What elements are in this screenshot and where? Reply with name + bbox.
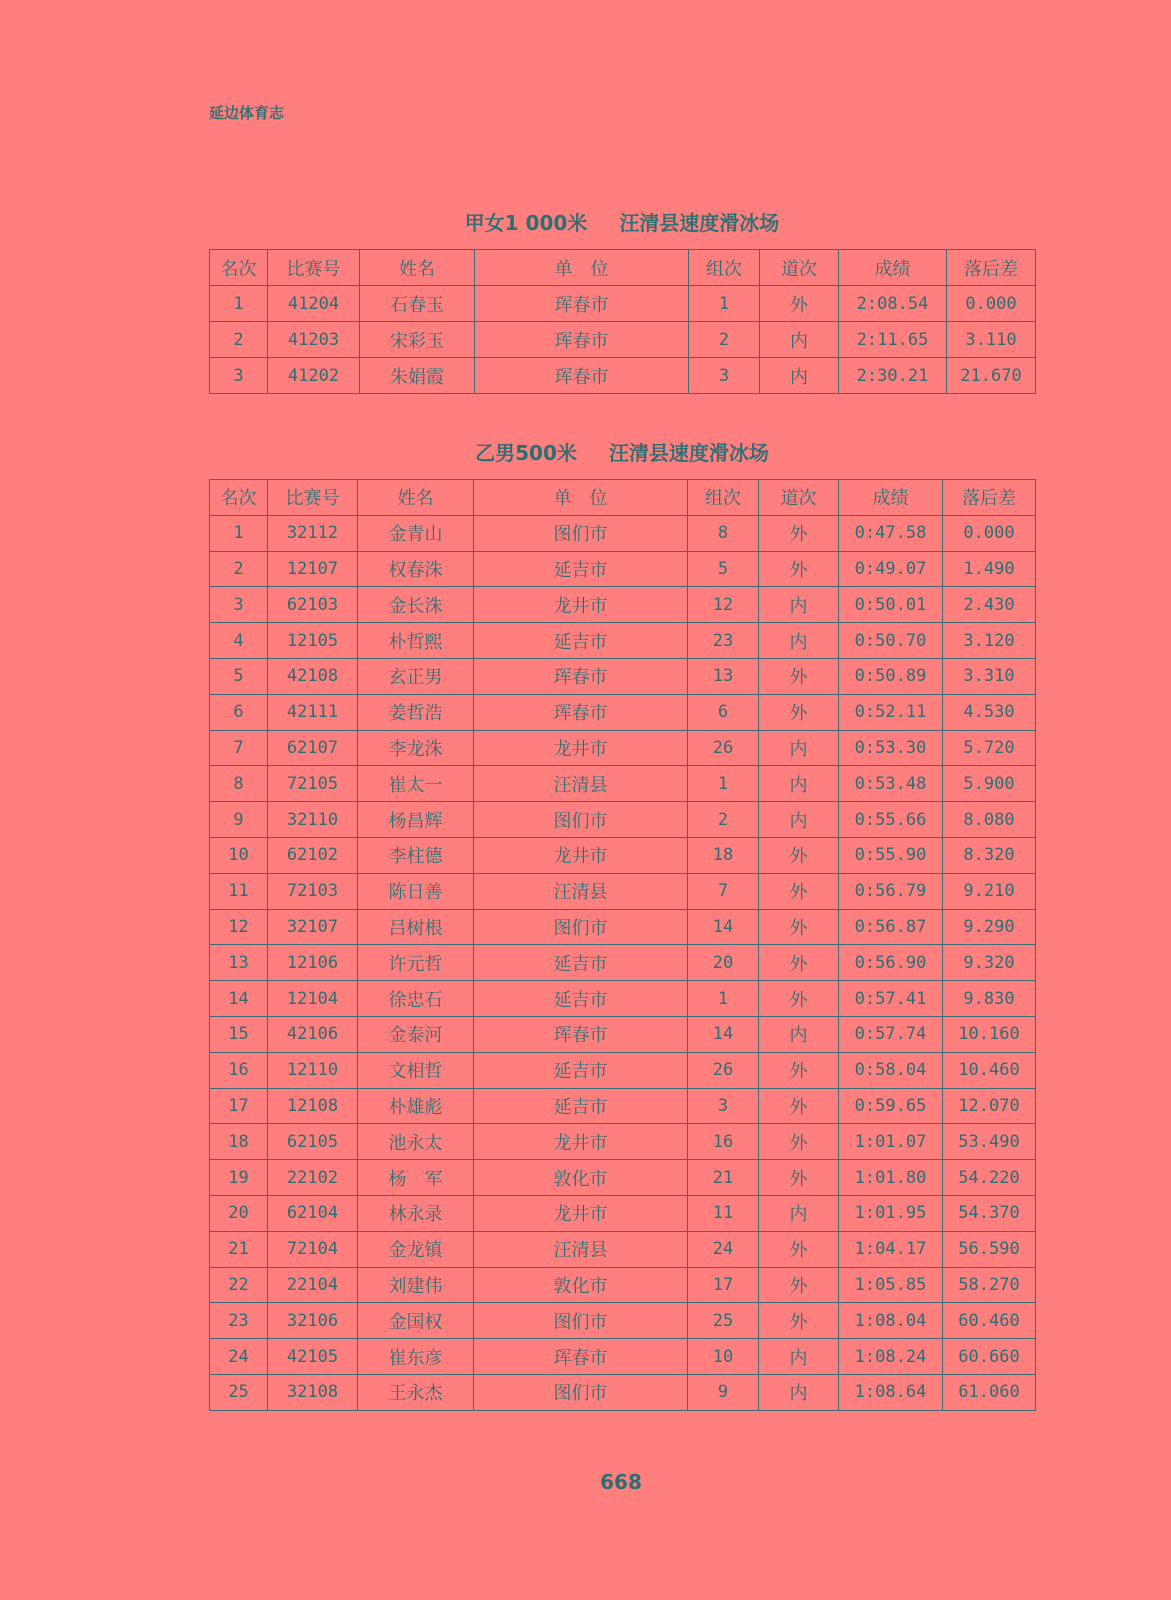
table-row	[210, 1374, 1036, 1410]
cell-time: 0:56.87	[839, 909, 943, 945]
cell-heat: 21	[688, 1160, 759, 1196]
table-row	[210, 587, 1036, 623]
cell-lane: 外	[759, 1303, 839, 1339]
cell-lane: 内	[759, 1339, 839, 1375]
cell-bib: 12107	[268, 551, 358, 587]
cell-bib: 72105	[268, 766, 358, 802]
cell-gap: 60.460	[943, 1303, 1036, 1339]
table-header-row	[210, 250, 1036, 286]
cell-heat: 1	[688, 981, 759, 1017]
cell-heat: 1	[689, 286, 760, 322]
cell-rank: 1	[210, 515, 268, 551]
cell-bib: 42106	[268, 1016, 358, 1052]
cell-heat: 1	[688, 766, 759, 802]
cell-rank: 13	[210, 945, 268, 981]
cell-unit: 汪清县	[474, 873, 688, 909]
cell-lane: 外	[759, 1160, 839, 1196]
cell-gap: 12.070	[943, 1088, 1036, 1124]
table-row	[210, 873, 1036, 909]
table-row	[210, 358, 1036, 394]
cell-rank: 5	[210, 658, 268, 694]
cell-unit: 汪清县	[474, 766, 688, 802]
cell-rank: 16	[210, 1052, 268, 1088]
table-row	[210, 1339, 1036, 1375]
table-row	[210, 1160, 1036, 1196]
cell-gap: 4.530	[943, 694, 1036, 730]
cell-rank: 15	[210, 1016, 268, 1052]
cell-name: 金长洙	[358, 587, 474, 623]
cell-lane: 外	[759, 658, 839, 694]
cell-unit: 延吉市	[474, 945, 688, 981]
cell-lane: 外	[759, 981, 839, 1017]
cell-gap: 60.660	[943, 1339, 1036, 1375]
table-row	[210, 551, 1036, 587]
cell-name: 玄正男	[358, 658, 474, 694]
cell-bib: 72104	[268, 1231, 358, 1267]
cell-unit: 龙井市	[474, 587, 688, 623]
table-row	[210, 837, 1036, 873]
running-head: 延边体育志	[209, 104, 285, 122]
cell-bib: 22104	[268, 1267, 358, 1303]
cell-name: 朱娟霞	[360, 358, 475, 394]
cell-time: 1:04.17	[839, 1231, 943, 1267]
cell-rank: 3	[210, 587, 268, 623]
table-row	[210, 623, 1036, 659]
cell-gap: 10.460	[943, 1052, 1036, 1088]
cell-name: 吕树根	[358, 909, 474, 945]
cell-gap: 0.000	[943, 515, 1036, 551]
results-table-women-1000m	[209, 249, 1036, 394]
cell-bib: 32110	[268, 802, 358, 838]
cell-gap: 5.900	[943, 766, 1036, 802]
table-row	[210, 945, 1036, 981]
cell-heat: 26	[688, 1052, 759, 1088]
cell-rank: 20	[210, 1195, 268, 1231]
column-header-gap: 落后差	[943, 480, 1036, 516]
cell-unit: 龙井市	[474, 1124, 688, 1160]
table-row	[210, 766, 1036, 802]
table-row	[210, 802, 1036, 838]
cell-heat: 2	[689, 322, 760, 358]
page-number: 668	[600, 1470, 642, 1494]
cell-gap: 3.120	[943, 623, 1036, 659]
cell-unit: 敦化市	[474, 1160, 688, 1196]
section-title-2	[209, 437, 1035, 466]
column-header-bib: 比赛号	[268, 480, 358, 516]
cell-lane: 内	[759, 730, 839, 766]
cell-unit: 龙井市	[474, 730, 688, 766]
cell-bib: 32108	[268, 1374, 358, 1410]
cell-name: 宋彩玉	[360, 322, 475, 358]
cell-bib: 62107	[268, 730, 358, 766]
cell-heat: 3	[688, 1088, 759, 1124]
cell-unit: 图们市	[474, 1374, 688, 1410]
section-title-event: 甲女1 000米	[464, 211, 588, 235]
table-row	[210, 730, 1036, 766]
cell-heat: 2	[688, 802, 759, 838]
cell-unit: 延吉市	[474, 623, 688, 659]
cell-heat: 13	[688, 658, 759, 694]
table-row	[210, 1124, 1036, 1160]
cell-rank: 17	[210, 1088, 268, 1124]
cell-time: 0:59.65	[839, 1088, 943, 1124]
cell-unit: 敦化市	[474, 1267, 688, 1303]
cell-time: 2:30.21	[839, 358, 947, 394]
cell-bib: 41202	[268, 358, 360, 394]
cell-lane: 内	[759, 1016, 839, 1052]
cell-unit: 图们市	[474, 515, 688, 551]
cell-time: 0:52.11	[839, 694, 943, 730]
cell-gap: 3.110	[947, 322, 1036, 358]
cell-rank: 12	[210, 909, 268, 945]
column-header-rank: 名次	[210, 250, 268, 286]
cell-name: 李柱德	[358, 837, 474, 873]
cell-gap: 9.320	[943, 945, 1036, 981]
cell-rank: 9	[210, 802, 268, 838]
cell-name: 朴雄彪	[358, 1088, 474, 1124]
column-header-lane: 道次	[760, 250, 839, 286]
cell-gap: 54.220	[943, 1160, 1036, 1196]
cell-bib: 42105	[268, 1339, 358, 1375]
cell-heat: 26	[688, 730, 759, 766]
cell-bib: 62103	[268, 587, 358, 623]
cell-time: 1:08.04	[839, 1303, 943, 1339]
table-row	[210, 1052, 1036, 1088]
cell-gap: 58.270	[943, 1267, 1036, 1303]
table-row	[210, 1016, 1036, 1052]
cell-name: 杨昌辉	[358, 802, 474, 838]
cell-lane: 外	[759, 1231, 839, 1267]
cell-gap: 56.590	[943, 1231, 1036, 1267]
cell-name: 崔东彦	[358, 1339, 474, 1375]
cell-name: 徐忠石	[358, 981, 474, 1017]
cell-heat: 16	[688, 1124, 759, 1160]
cell-rank: 2	[210, 322, 268, 358]
cell-name: 金青山	[358, 515, 474, 551]
column-header-gap: 落后差	[947, 250, 1036, 286]
cell-rank: 25	[210, 1374, 268, 1410]
cell-bib: 12108	[268, 1088, 358, 1124]
cell-name: 刘建伟	[358, 1267, 474, 1303]
table-row	[210, 1231, 1036, 1267]
cell-rank: 6	[210, 694, 268, 730]
cell-rank: 19	[210, 1160, 268, 1196]
cell-name: 姜哲浩	[358, 694, 474, 730]
cell-rank: 18	[210, 1124, 268, 1160]
cell-name: 许元哲	[358, 945, 474, 981]
cell-unit: 延吉市	[474, 551, 688, 587]
column-header-name: 姓名	[358, 480, 474, 516]
cell-name: 金国权	[358, 1303, 474, 1339]
cell-time: 0:57.74	[839, 1016, 943, 1052]
table-row	[210, 322, 1036, 358]
cell-bib: 62102	[268, 837, 358, 873]
cell-name: 陈日善	[358, 873, 474, 909]
cell-rank: 10	[210, 837, 268, 873]
cell-bib: 12104	[268, 981, 358, 1017]
cell-heat: 7	[688, 873, 759, 909]
cell-gap: 9.210	[943, 873, 1036, 909]
cell-unit: 珲春市	[475, 286, 689, 322]
cell-name: 朴哲熙	[358, 623, 474, 659]
cell-heat: 11	[688, 1195, 759, 1231]
cell-unit: 延吉市	[474, 1052, 688, 1088]
cell-time: 2:08.54	[839, 286, 947, 322]
cell-time: 0:56.90	[839, 945, 943, 981]
cell-bib: 62105	[268, 1124, 358, 1160]
cell-lane: 外	[759, 1267, 839, 1303]
cell-heat: 9	[688, 1374, 759, 1410]
cell-gap: 1.490	[943, 551, 1036, 587]
cell-heat: 3	[689, 358, 760, 394]
cell-unit: 延吉市	[474, 1088, 688, 1124]
cell-time: 1:08.64	[839, 1374, 943, 1410]
results-table-men-500m	[209, 479, 1036, 1411]
cell-bib: 12110	[268, 1052, 358, 1088]
cell-rank: 23	[210, 1303, 268, 1339]
cell-time: 1:01.95	[839, 1195, 943, 1231]
cell-time: 0:47.58	[839, 515, 943, 551]
cell-unit: 珲春市	[474, 694, 688, 730]
cell-heat: 8	[688, 515, 759, 551]
cell-bib: 32107	[268, 909, 358, 945]
cell-name: 李龙洙	[358, 730, 474, 766]
cell-gap: 9.830	[943, 981, 1036, 1017]
table-row	[210, 1195, 1036, 1231]
section-title-1	[209, 207, 1035, 236]
cell-lane: 外	[759, 1052, 839, 1088]
cell-rank: 7	[210, 730, 268, 766]
column-header-time: 成绩	[839, 480, 943, 516]
cell-time: 0:53.48	[839, 766, 943, 802]
table-row	[210, 909, 1036, 945]
cell-gap: 53.490	[943, 1124, 1036, 1160]
cell-gap: 8.080	[943, 802, 1036, 838]
section-title-venue: 汪清县速度滑冰场	[608, 441, 769, 465]
cell-gap: 9.290	[943, 909, 1036, 945]
cell-lane: 外	[759, 1124, 839, 1160]
cell-bib: 32112	[268, 515, 358, 551]
table-row	[210, 1267, 1036, 1303]
cell-rank: 4	[210, 623, 268, 659]
cell-bib: 22102	[268, 1160, 358, 1196]
cell-heat: 5	[688, 551, 759, 587]
section-title-venue: 汪清县速度滑冰场	[619, 211, 780, 235]
cell-rank: 8	[210, 766, 268, 802]
cell-time: 1:08.24	[839, 1339, 943, 1375]
cell-time: 0:55.90	[839, 837, 943, 873]
cell-heat: 6	[688, 694, 759, 730]
cell-unit: 珲春市	[475, 358, 689, 394]
cell-bib: 12106	[268, 945, 358, 981]
cell-lane: 内	[759, 1374, 839, 1410]
cell-unit: 珲春市	[474, 1339, 688, 1375]
cell-unit: 珲春市	[474, 1016, 688, 1052]
cell-lane: 内	[759, 766, 839, 802]
cell-time: 0:50.89	[839, 658, 943, 694]
cell-gap: 54.370	[943, 1195, 1036, 1231]
cell-lane: 外	[759, 694, 839, 730]
table-row	[210, 515, 1036, 551]
cell-gap: 2.430	[943, 587, 1036, 623]
cell-gap: 3.310	[943, 658, 1036, 694]
cell-lane: 内	[759, 1195, 839, 1231]
cell-time: 2:11.65	[839, 322, 947, 358]
cell-name: 崔太一	[358, 766, 474, 802]
cell-rank: 24	[210, 1339, 268, 1375]
cell-lane: 内	[759, 802, 839, 838]
cell-heat: 23	[688, 623, 759, 659]
cell-heat: 14	[688, 1016, 759, 1052]
column-header-unit: 单 位	[474, 480, 688, 516]
cell-bib: 12105	[268, 623, 358, 659]
cell-unit: 图们市	[474, 1303, 688, 1339]
cell-time: 0:57.41	[839, 981, 943, 1017]
cell-lane: 外	[759, 909, 839, 945]
cell-unit: 珲春市	[474, 658, 688, 694]
table-row	[210, 1303, 1036, 1339]
cell-gap: 0.000	[947, 286, 1036, 322]
cell-lane: 内	[760, 358, 839, 394]
cell-time: 0:53.30	[839, 730, 943, 766]
cell-lane: 外	[760, 286, 839, 322]
table-header-row	[210, 480, 1036, 516]
cell-time: 0:55.66	[839, 802, 943, 838]
cell-heat: 14	[688, 909, 759, 945]
cell-bib: 42108	[268, 658, 358, 694]
cell-name: 池永太	[358, 1124, 474, 1160]
cell-lane: 外	[759, 945, 839, 981]
cell-unit: 图们市	[474, 802, 688, 838]
cell-lane: 内	[759, 587, 839, 623]
table-row	[210, 658, 1036, 694]
cell-time: 0:56.79	[839, 873, 943, 909]
cell-rank: 22	[210, 1267, 268, 1303]
cell-unit: 汪清县	[474, 1231, 688, 1267]
table-row	[210, 981, 1036, 1017]
cell-unit: 图们市	[474, 909, 688, 945]
cell-name: 杨 军	[358, 1160, 474, 1196]
column-header-heat: 组次	[688, 480, 759, 516]
section-title-event: 乙男500米	[475, 441, 577, 465]
cell-heat: 10	[688, 1339, 759, 1375]
cell-rank: 21	[210, 1231, 268, 1267]
cell-time: 0:49.07	[839, 551, 943, 587]
cell-name: 石春玉	[360, 286, 475, 322]
cell-bib: 32106	[268, 1303, 358, 1339]
cell-gap: 8.320	[943, 837, 1036, 873]
table-row	[210, 286, 1036, 322]
cell-rank: 3	[210, 358, 268, 394]
cell-time: 0:50.01	[839, 587, 943, 623]
cell-heat: 12	[688, 587, 759, 623]
cell-unit: 龙井市	[474, 837, 688, 873]
cell-heat: 18	[688, 837, 759, 873]
table-row	[210, 1088, 1036, 1124]
column-header-rank: 名次	[210, 480, 268, 516]
cell-bib: 62104	[268, 1195, 358, 1231]
column-header-bib: 比赛号	[268, 250, 360, 286]
column-header-heat: 组次	[689, 250, 760, 286]
cell-time: 1:05.85	[839, 1267, 943, 1303]
column-header-unit: 单 位	[475, 250, 689, 286]
cell-gap: 10.160	[943, 1016, 1036, 1052]
cell-lane: 外	[759, 873, 839, 909]
cell-heat: 25	[688, 1303, 759, 1339]
cell-bib: 72103	[268, 873, 358, 909]
cell-bib: 42111	[268, 694, 358, 730]
column-header-lane: 道次	[759, 480, 839, 516]
cell-lane: 内	[760, 322, 839, 358]
cell-lane: 外	[759, 551, 839, 587]
cell-name: 金泰河	[358, 1016, 474, 1052]
cell-heat: 17	[688, 1267, 759, 1303]
cell-heat: 20	[688, 945, 759, 981]
cell-unit: 珲春市	[475, 322, 689, 358]
cell-gap: 21.670	[947, 358, 1036, 394]
cell-lane: 外	[759, 515, 839, 551]
cell-gap: 5.720	[943, 730, 1036, 766]
cell-name: 权春洙	[358, 551, 474, 587]
cell-unit: 延吉市	[474, 981, 688, 1017]
cell-lane: 外	[759, 1088, 839, 1124]
cell-name: 王永杰	[358, 1374, 474, 1410]
cell-rank: 2	[210, 551, 268, 587]
cell-lane: 外	[759, 837, 839, 873]
cell-name: 金龙镇	[358, 1231, 474, 1267]
cell-unit: 龙井市	[474, 1195, 688, 1231]
cell-time: 1:01.07	[839, 1124, 943, 1160]
cell-rank: 1	[210, 286, 268, 322]
cell-bib: 41203	[268, 322, 360, 358]
cell-name: 林永录	[358, 1195, 474, 1231]
cell-bib: 41204	[268, 286, 360, 322]
table-row	[210, 694, 1036, 730]
cell-lane: 内	[759, 623, 839, 659]
cell-time: 1:01.80	[839, 1160, 943, 1196]
column-header-time: 成绩	[839, 250, 947, 286]
cell-name: 文相哲	[358, 1052, 474, 1088]
column-header-name: 姓名	[360, 250, 475, 286]
cell-time: 0:58.04	[839, 1052, 943, 1088]
cell-time: 0:50.70	[839, 623, 943, 659]
cell-rank: 14	[210, 981, 268, 1017]
cell-gap: 61.060	[943, 1374, 1036, 1410]
cell-heat: 24	[688, 1231, 759, 1267]
cell-rank: 11	[210, 873, 268, 909]
